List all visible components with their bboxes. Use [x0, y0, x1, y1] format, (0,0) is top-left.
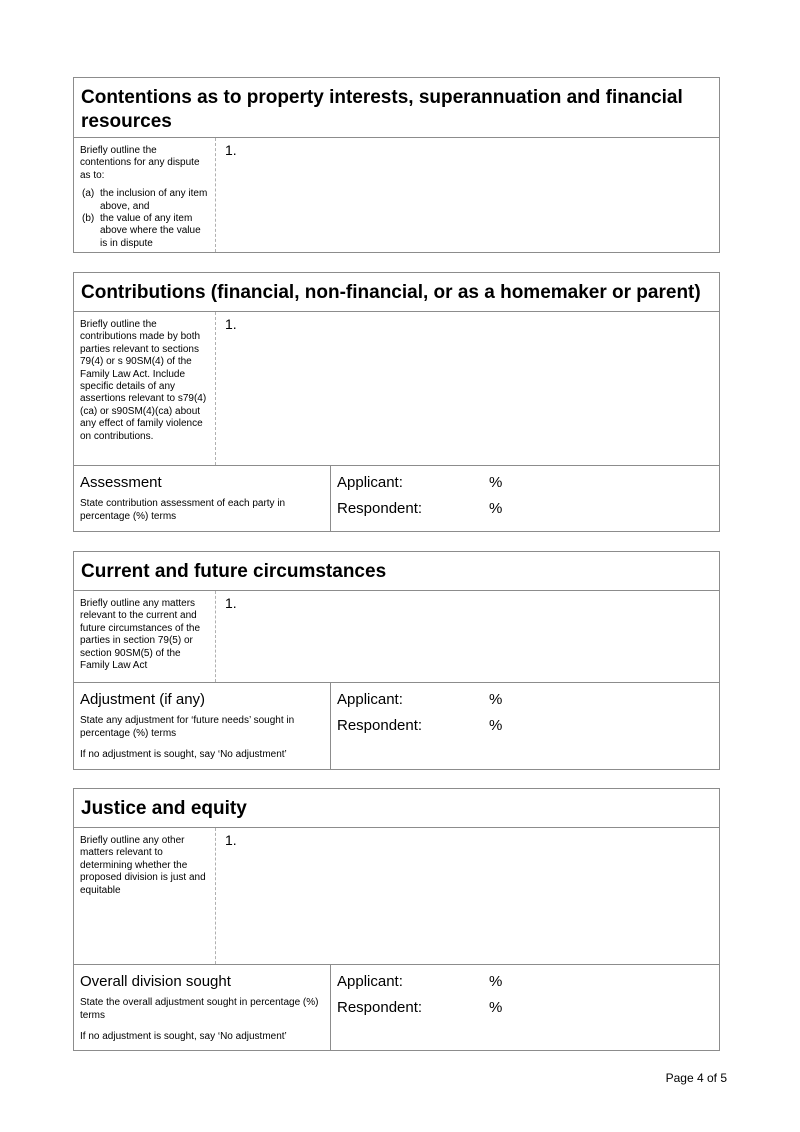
list-item	[80, 213, 209, 250]
adjustment-note: State any adjustment for ‘future needs’ sought in percentage (%) terms	[80, 715, 295, 739]
applicant-line[interactable]	[337, 474, 719, 500]
field-label: Briefly outline any matters relevant to the current and future circumstances of the parties in section 79(5) or section 90SM(5) of the Family Law Act	[74, 591, 216, 682]
section-property	[73, 77, 720, 253]
justice-row	[74, 828, 719, 964]
assessment-label	[74, 466, 331, 531]
applicant-line[interactable]	[337, 691, 719, 717]
entry-field[interactable]: 1.	[225, 595, 237, 611]
respondent-line[interactable]	[337, 999, 719, 1025]
respondent-line[interactable]	[337, 717, 719, 743]
entry-field[interactable]: 1.	[225, 832, 237, 848]
field-label: Briefly outline any other matters relevant to determining whether the proposed division is just and equitable	[74, 828, 216, 964]
list-text: the value of any item above where the value is in dispute	[100, 213, 201, 249]
label-text: Briefly outline the contentions for any dispute as to:	[80, 145, 200, 181]
assessment-row	[74, 465, 719, 531]
list-marker: (a)	[82, 188, 95, 200]
applicant-label: Applicant:	[337, 474, 403, 491]
criteria-list	[80, 188, 209, 250]
section-title: Contributions (financial, non-financial, or as a homemaker or parent)	[74, 273, 719, 312]
list-marker: (b)	[82, 213, 95, 225]
respondent-line[interactable]	[337, 500, 719, 526]
overall-values	[337, 973, 719, 1025]
section-title: Justice and equity	[74, 789, 719, 828]
section-title: Current and future circumstances	[74, 552, 719, 591]
percent-sign: %	[489, 717, 503, 734]
applicant-label: Applicant:	[337, 691, 403, 708]
percent-sign: %	[489, 474, 503, 491]
assessment-note: State contribution assessment of each party in percentage (%) terms	[80, 498, 286, 522]
property-row	[74, 138, 719, 252]
adjustment-label	[74, 683, 331, 769]
section-title: Contentions as to property interests, superannuation and financial resources	[74, 78, 719, 138]
field-label	[74, 138, 216, 252]
respondent-label: Respondent:	[337, 500, 423, 517]
percent-sign: %	[489, 999, 503, 1016]
applicant-line[interactable]	[337, 973, 719, 999]
field-label: Briefly outline the contributions made by both parties relevant to sections 79(4) or s 90SM(4) of the Family Law Act. Include specific details of any assertions relevant to s79(4)(ca) or s90SM(4)(ca) about any effect of family violence on contributions.	[74, 312, 216, 465]
respondent-label: Respondent:	[337, 717, 423, 734]
list-item	[80, 188, 209, 213]
adjustment-title: Adjustment (if any)	[80, 691, 206, 708]
overall-row	[74, 964, 719, 1050]
applicant-label: Applicant:	[337, 973, 403, 990]
list-text: the inclusion of any item above, and	[100, 188, 208, 212]
contributions-row	[74, 312, 719, 465]
page-number: Page 4 of 5	[665, 1071, 727, 1085]
section-contributions	[73, 272, 720, 532]
entry-field[interactable]: 1.	[225, 316, 237, 332]
circumstances-row	[74, 591, 719, 682]
adjustment-values	[337, 691, 719, 743]
section-circumstances	[73, 551, 720, 770]
overall-title: Overall division sought	[80, 973, 231, 990]
respondent-label: Respondent:	[337, 999, 423, 1016]
section-justice	[73, 788, 720, 1051]
percent-sign: %	[489, 500, 503, 517]
assessment-title: Assessment	[80, 474, 162, 491]
entry-field[interactable]: 1.	[225, 142, 237, 158]
assessment-values	[337, 474, 719, 526]
adjustment-row	[74, 682, 719, 769]
overall-label	[74, 965, 331, 1050]
percent-sign: %	[489, 691, 503, 708]
overall-note: State the overall adjustment sought in percentage (%) terms	[80, 997, 319, 1021]
adjustment-note-2: If no adjustment is sought, say ‘No adjustment’	[80, 749, 287, 760]
overall-note-2: If no adjustment is sought, say ‘No adjustment’	[80, 1031, 287, 1042]
percent-sign: %	[489, 973, 503, 990]
